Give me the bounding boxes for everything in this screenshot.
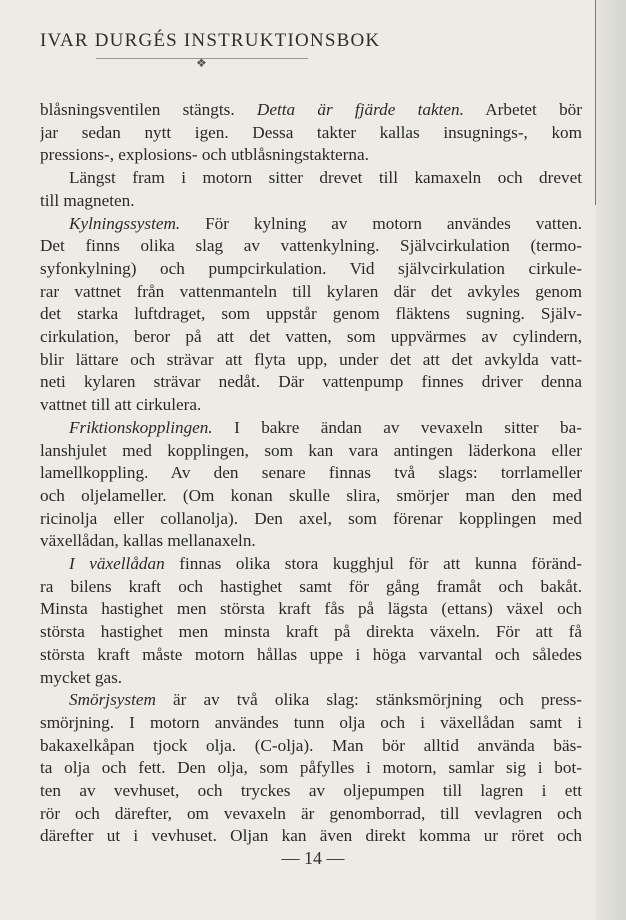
text-line	[40, 576, 582, 598]
text-line	[40, 303, 582, 325]
text-line	[40, 235, 582, 257]
text-run: är av två olika slag: stänksmörjning och press-	[155, 690, 582, 710]
text-run: pressions-, explosions- och utblåsningstakterna.	[40, 145, 369, 165]
text-run: bakaxelkåpan tjock olja. (C-olja). Man bör alltid använda bäs-	[40, 735, 582, 755]
italic-heading: I växellådan	[69, 554, 165, 573]
text-run: syfonkylning) och pumpcirkulation. Vid självcirkulation cirkule-	[40, 258, 582, 278]
text-line	[40, 440, 582, 462]
text-run: och oljelameller. (Om konan skulle slira, smörjer man den med	[40, 485, 582, 505]
text-line	[40, 394, 582, 416]
text-run: vattnet till att cirkulera.	[40, 395, 202, 415]
text-run: mycket gas.	[40, 667, 123, 687]
text-line	[69, 417, 582, 439]
text-run: För kylning av motorn användes vatten.	[180, 213, 582, 233]
text-line	[40, 598, 582, 620]
text-run: Det finns olika slag av vattenkylning. Självcirkulation (termo-	[40, 236, 582, 256]
text-line	[40, 712, 582, 734]
text-run: lanshjulet med kopplingen, som kan vara antingen läderkona eller	[40, 440, 582, 460]
running-header: IVAR DURGÉS INSTRUKTIONSBOK	[40, 30, 381, 51]
text-line	[40, 735, 582, 757]
text-run: till magneten.	[40, 190, 135, 210]
italic-heading: Friktionskopplingen.	[69, 417, 213, 437]
text-line	[40, 281, 582, 303]
text-run: I bakre ändan av vevaxeln sitter ba-	[212, 417, 582, 437]
text-run: Arbetet bör	[463, 100, 582, 119]
text-line	[40, 99, 582, 121]
italic-heading: Kylningssystem.	[69, 213, 181, 233]
text-line	[40, 530, 582, 552]
text-run: finnas olika stora kugghjul för att kunna föränd-	[164, 554, 582, 573]
text-run: ricinolja eller collanolja). Den axel, som förenar kopplingen med	[40, 508, 582, 528]
text-line	[40, 326, 582, 348]
italic-heading: Smörjsystem	[69, 690, 156, 710]
text-line	[40, 144, 582, 166]
text-line	[40, 644, 582, 666]
text-line	[40, 825, 582, 847]
text-line	[69, 689, 582, 711]
text-run: smörjning. I motorn användes tunn olja och i växellådan samt i	[40, 712, 582, 732]
text-run: jar sedan nytt igen. Dessa takter kallas insugnings-, kom	[40, 122, 582, 142]
text-line	[40, 757, 582, 779]
page-edge-line	[595, 0, 596, 205]
text-run: Längst fram i motorn sitter drevet till kamaxeln och drevet	[69, 168, 582, 188]
text-line	[40, 371, 582, 393]
text-run: blåsningsventilen stängts.	[40, 100, 257, 119]
text-run: lamellkoppling. Av den senare finnas två slags: torrlameller	[40, 463, 582, 483]
text-line	[40, 621, 582, 643]
page-edge	[596, 0, 626, 920]
text-run: därefter ut i vevhuset. Oljan kan även direkt komma ur röret och	[40, 826, 582, 846]
text-run: neti kylaren strävar nedåt. Där vattenpump finnes driver denna	[40, 372, 582, 392]
italic-heading: Detta är fjärde takten.	[256, 100, 464, 119]
text-run: största hastighet men minsta kraft på direkta växeln. För att få	[40, 622, 582, 642]
text-line	[69, 167, 582, 189]
text-run: cirkulation, beror på att det vatten, som uppvärmes av cylindern,	[40, 327, 582, 346]
text-line	[69, 553, 582, 575]
text-line	[40, 462, 582, 484]
text-line	[40, 667, 582, 689]
text-run: ra bilens kraft och hastighet samt för gång framåt och bakåt.	[40, 576, 582, 596]
text-run: Minsta hastighet men största kraft fås på lägsta (ettans) växel och	[40, 599, 582, 619]
text-run: rör och därefter, om vevaxeln är genomborrad, till vevlagren och	[40, 803, 582, 823]
text-line	[40, 258, 582, 280]
text-run: största kraft måste motorn hållas uppe i höga varvantal och således	[40, 644, 582, 664]
text-line	[40, 122, 582, 144]
header-ornament: ❖	[196, 56, 207, 70]
text-run: ta olja och fett. Den olja, som påfylles i motorn, samlar sig i bot-	[40, 758, 582, 778]
text-line	[40, 349, 582, 371]
text-line	[40, 190, 582, 212]
text-run: rar vattnet från vattenmanteln till kylaren där det avkyles genom	[40, 281, 582, 301]
text-run: det starka luftdraget, som uppstår genom fläktens sugning. Själv-	[40, 304, 582, 324]
text-line	[40, 803, 582, 825]
text-line	[40, 485, 582, 507]
text-line	[40, 780, 582, 802]
text-line	[40, 508, 582, 530]
text-line	[69, 213, 582, 235]
text-run: ten av vevhuset, och tryckes av oljepumpen till lagren i ett	[40, 781, 582, 800]
page-number: — 14 —	[281, 848, 345, 868]
text-run: växellådan, kallas mellanaxeln.	[40, 531, 256, 551]
text-run: blir lättare och strävar att flyta upp, under det att det avkylda vatt-	[40, 349, 582, 369]
